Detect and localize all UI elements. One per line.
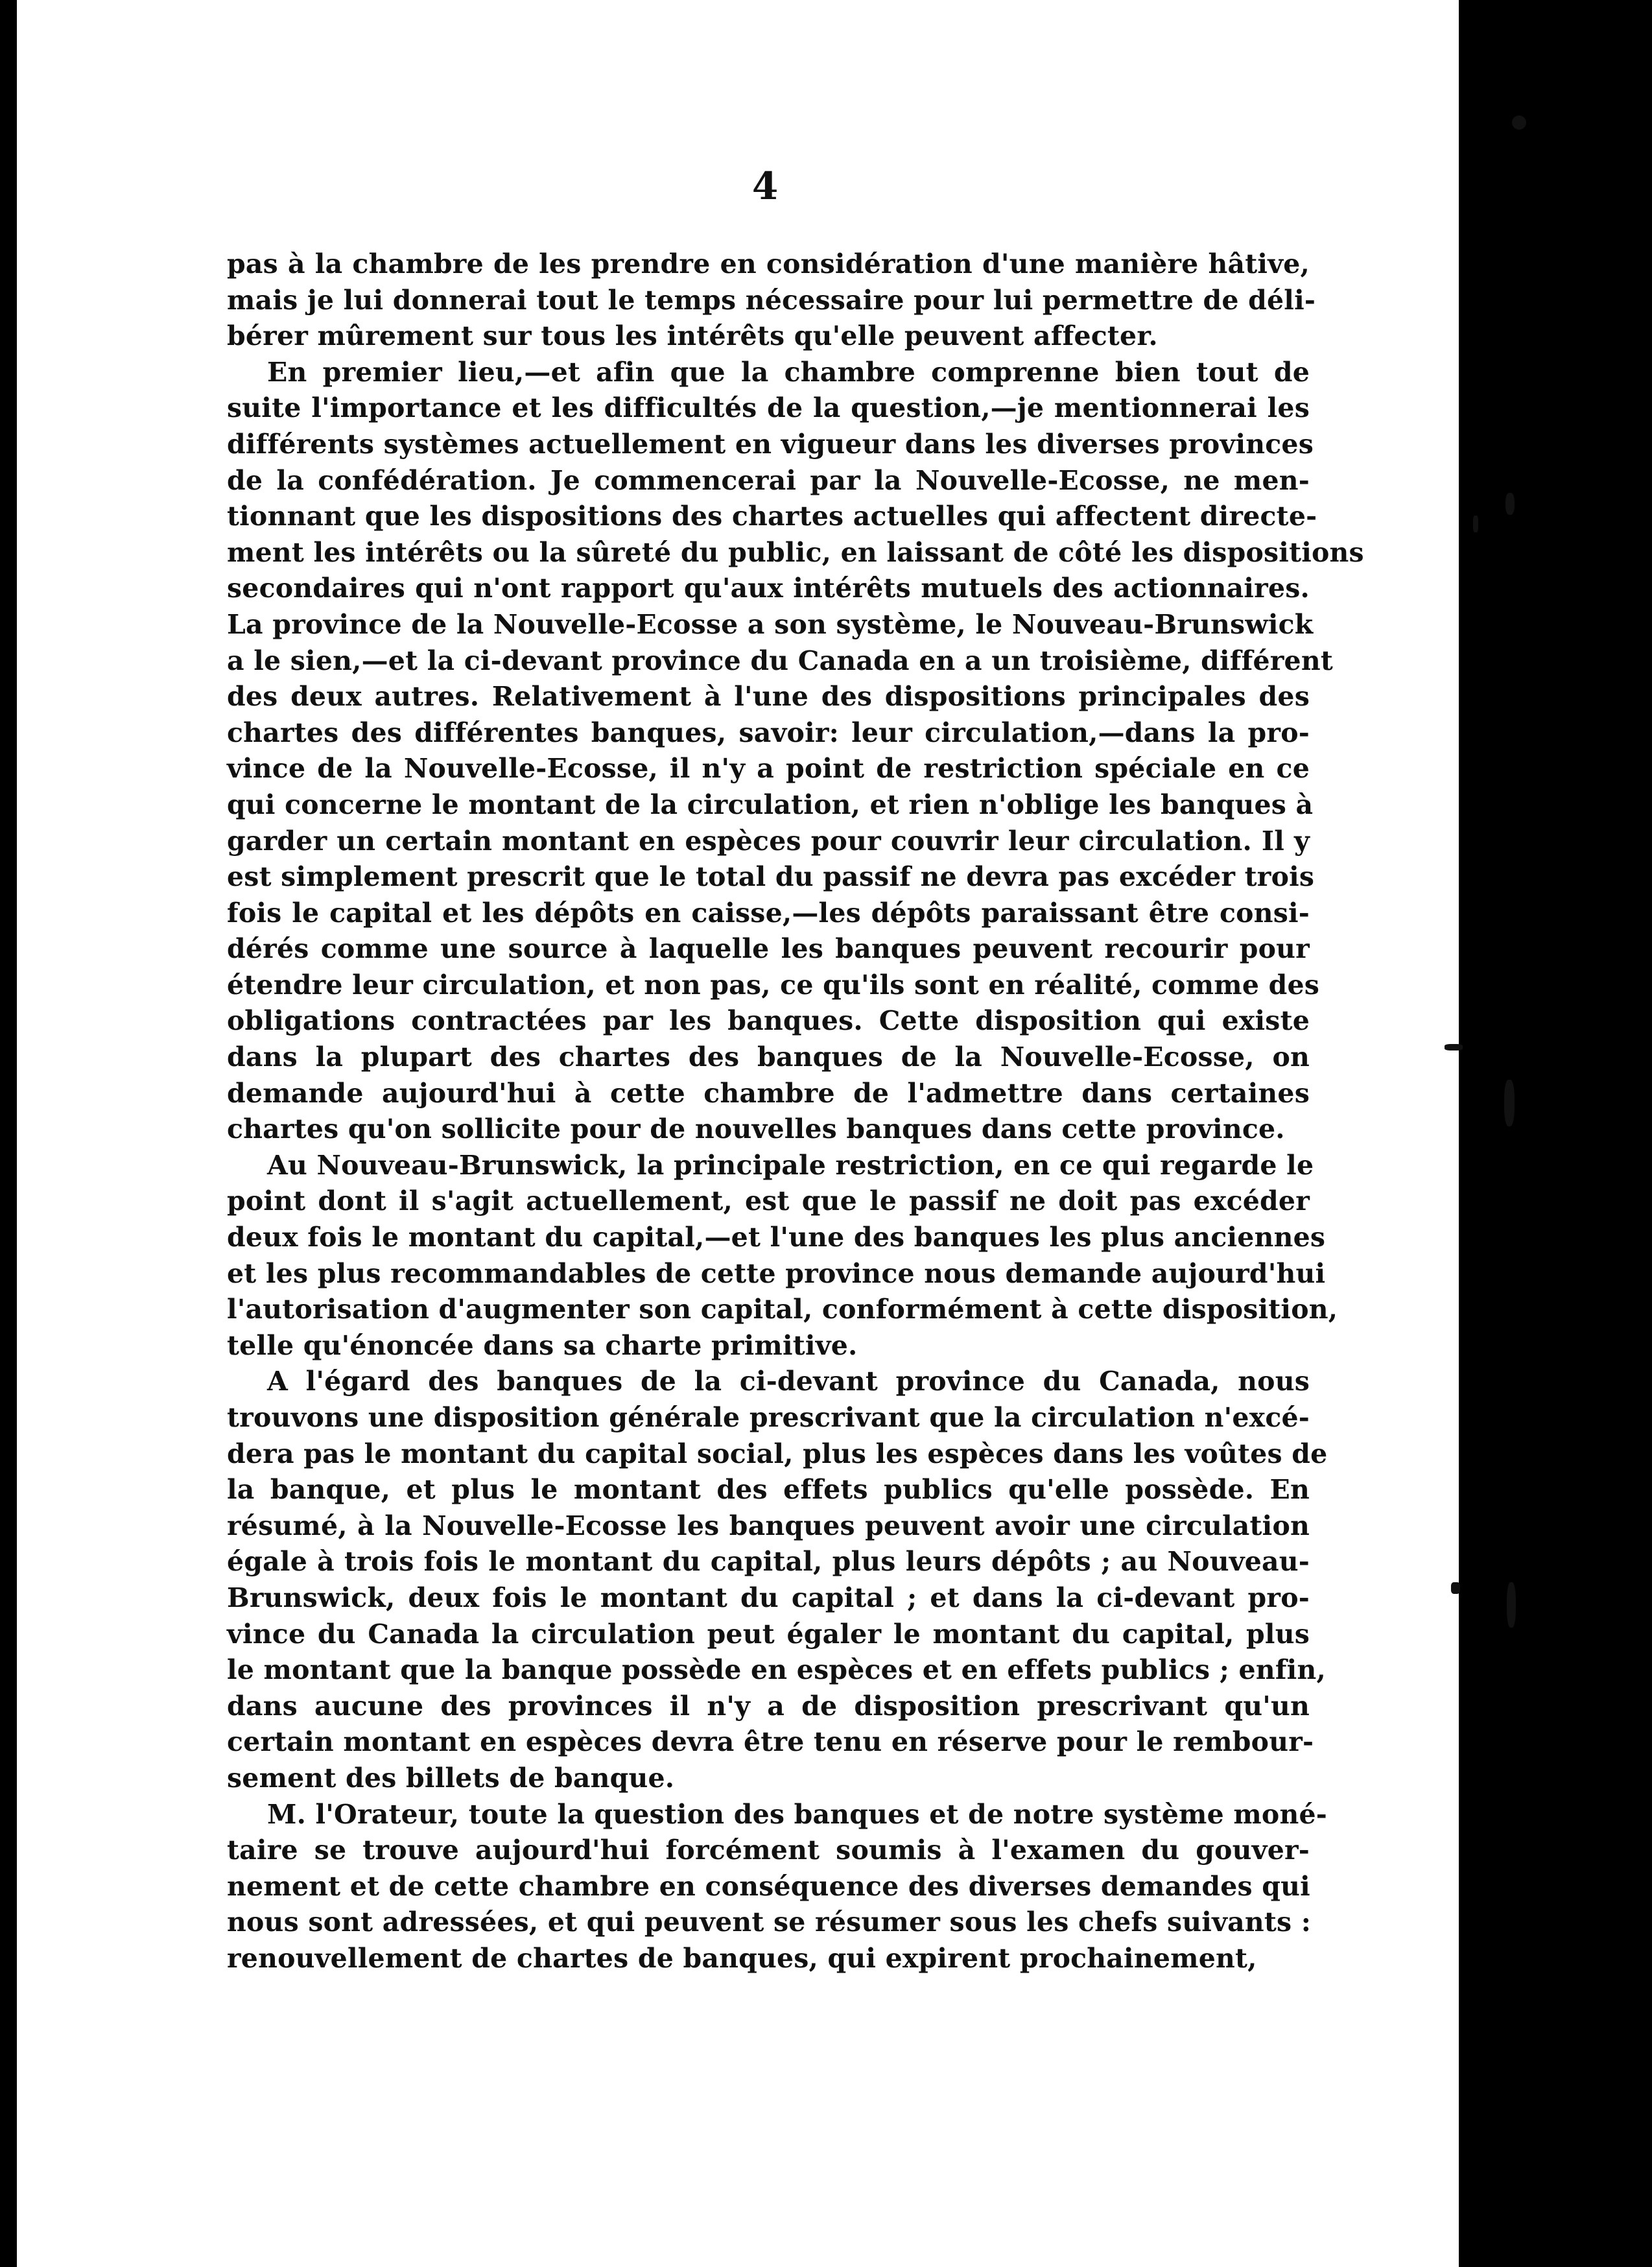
text-line: taire se trouve aujourd'hui forcément soumis à l'examen du gouver- [227, 1834, 1310, 1866]
text-line: égale à trois fois le montant du capital, plus leurs dépôts ; au Nouveau- [227, 1546, 1310, 1578]
text-line: ment les intérêts ou la sûreté du public, en laissant de côté les dispositions [227, 536, 1364, 568]
text-line: secondaires qui n'ont rapport qu'aux intérêts mutuels des actionnaires. [227, 573, 1310, 604]
text-line: de la confédération. Je commencerai par la Nouvelle-Ecosse, ne men- [227, 464, 1310, 496]
right-scan-border [1459, 0, 1652, 2267]
text-line: a le sien,—et la ci-devant province du Canada en a un troisième, différent [227, 645, 1333, 676]
text-line: vince de la Nouvelle-Ecosse, il n'y a point de restriction spéciale en ce [227, 753, 1310, 785]
paragraph [227, 355, 1364, 1148]
text-line: résumé, à la Nouvelle-Ecosse les banques peuvent avoir une circulation [227, 1510, 1310, 1541]
text-line: dérés comme une source à laquelle les banques peuvent recourir pour [227, 933, 1310, 965]
text-line: A l'égard des banques de la ci-devant province du Canada, nous [267, 1366, 1310, 1397]
text-line: la banque, et plus le montant des effets publics qu'elle possède. En [227, 1474, 1310, 1506]
text-line: pas à la chambre de les prendre en considération d'une manière hâtive, [227, 248, 1310, 279]
paragraph [227, 246, 1316, 355]
text-line: étendre leur circulation, et non pas, ce qu'ils sont en réalité, comme des [227, 969, 1320, 1001]
text-line: En premier lieu,—et afin que la chambre comprenne bien tout de [267, 356, 1310, 388]
text-line: dans la plupart des chartes des banques de la Nouvelle-Ecosse, on [227, 1041, 1310, 1073]
text-line: demande aujourd'hui à cette chambre de l'admettre dans certaines [227, 1077, 1310, 1109]
text-line: certain montant en espèces devra être tenu en réserve pour le rembour- [227, 1726, 1314, 1758]
text-line: et les plus recommandables de cette province nous demande aujourd'hui [227, 1257, 1326, 1289]
text-line: La province de la Nouvelle-Ecosse a son système, le Nouveau-Brunswick [227, 608, 1314, 640]
text-line: chartes des différentes banques, savoir: leur circulation,—dans la pro- [227, 717, 1310, 748]
scan-speck [1473, 516, 1478, 532]
scan-speck [1505, 493, 1515, 515]
scan-speck [1451, 1582, 1460, 1594]
text-line: suite l'importance et les difficultés de la question,—je mentionnerai les [227, 392, 1310, 424]
paragraph [227, 1148, 1338, 1364]
text-line: le montant que la banque possède en espèces et en effets publics ; enfin, [227, 1654, 1326, 1686]
text-line: telle qu'énoncée dans sa charte primitive. [227, 1329, 858, 1361]
text-line: vince du Canada la circulation peut égaler le montant du capital, plus [227, 1618, 1310, 1650]
text-line: qui concerne le montant de la circulation, et rien n'oblige les banques à [227, 789, 1314, 820]
text-line: tionnant que les dispositions des chartes actuelles qui affectent directe- [227, 501, 1317, 532]
text-line: M. l'Orateur, toute la question des banques et de notre système moné- [267, 1798, 1327, 1830]
text-line: nement et de cette chambre en conséquence des diverses demandes qui [227, 1870, 1310, 1902]
scan-speck [1504, 1080, 1515, 1126]
body-text [227, 246, 1364, 1977]
text-line: différents systèmes actuellement en vigueur dans les diverses provinces [227, 428, 1314, 460]
text-line: dans aucune des provinces il n'y a de disposition prescrivant qu'un [227, 1690, 1310, 1722]
text-line: Brunswick, deux fois le montant du capital ; et dans la ci-devant pro- [227, 1582, 1310, 1613]
text-line: l'autorisation d'augmenter son capital, conformément à cette disposition, [227, 1294, 1338, 1325]
text-line: renouvellement de chartes de banques, qui expirent prochainement, [227, 1942, 1257, 1974]
text-line: point dont il s'agit actuellement, est que le passif ne doit pas excéder [227, 1185, 1310, 1217]
page-number: 4 [751, 164, 779, 208]
text-line: est simplement prescrit que le total du passif ne devra pas excéder trois [227, 861, 1315, 893]
text-line: garder un certain montant en espèces pour couvrir leur circulation. Il y [227, 825, 1310, 857]
text-line: Au Nouveau-Brunswick, la principale restriction, en ce qui regarde le [267, 1149, 1314, 1181]
text-line: bérer mûrement sur tous les intérêts qu'elle peuvent affecter. [227, 320, 1158, 352]
text-line: sement des billets de banque. [227, 1762, 675, 1794]
scan-speck [1512, 115, 1526, 130]
text-line: nous sont adressées, et qui peuvent se résumer sous les chefs suivants : [227, 1906, 1312, 1938]
text-line: fois le capital et les dépôts en caisse,—les dépôts paraissant être consi- [227, 897, 1310, 929]
scan-speck [1507, 1582, 1516, 1628]
scan-speck [1445, 1044, 1463, 1050]
text-line: deux fois le montant du capital,—et l'une des banques les plus anciennes [227, 1222, 1326, 1253]
text-line: trouvons une disposition générale prescrivant que la circulation n'excé- [227, 1402, 1310, 1433]
text-line: obligations contractées par les banques. Cette disposition qui existe [227, 1005, 1310, 1037]
text-line: chartes qu'on sollicite pour de nouvelles banques dans cette province. [227, 1113, 1285, 1145]
left-scan-border [0, 0, 17, 2267]
paragraph [227, 1364, 1328, 1796]
text-line: mais je lui donnerai tout le temps nécessaire pour lui permettre de déli- [227, 284, 1316, 316]
text-line: des deux autres. Relativement à l'une des dispositions principales des [227, 681, 1310, 713]
paragraph [227, 1797, 1327, 1977]
text-line: dera pas le montant du capital social, plus les espèces dans les voûtes de [227, 1438, 1328, 1469]
